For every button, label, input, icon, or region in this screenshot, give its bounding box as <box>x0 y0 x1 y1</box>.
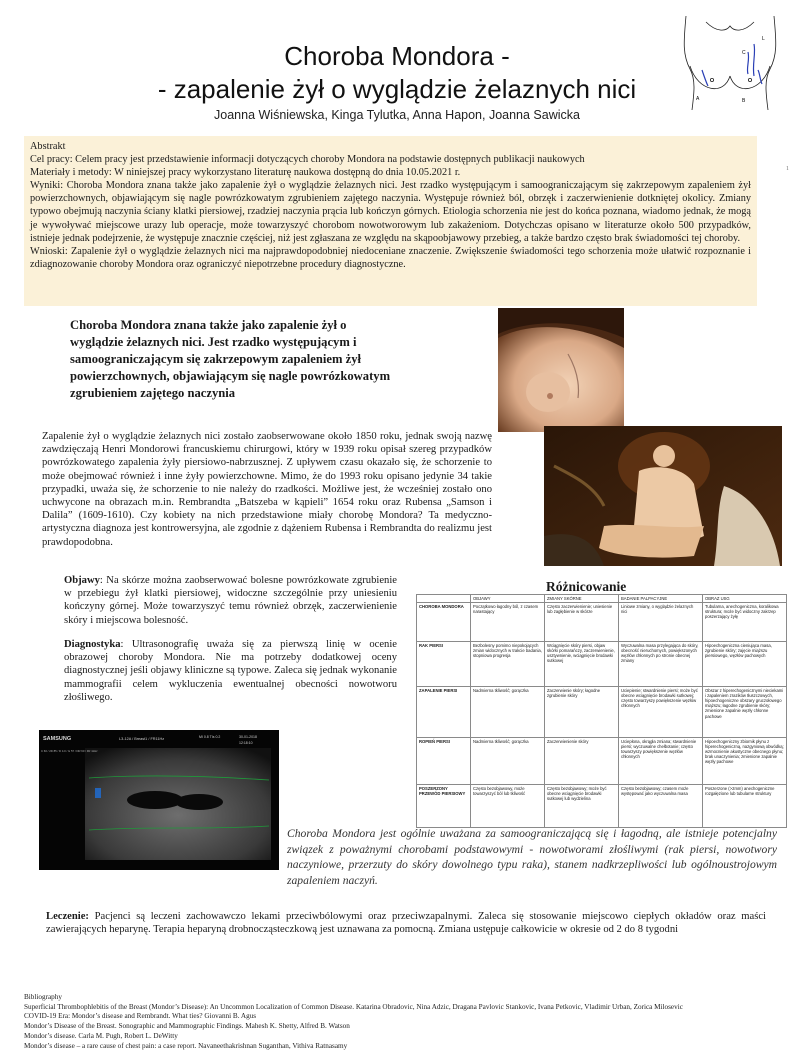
bibliography-entry: Superficial Thrombophlebitis of the Breast (Mondor’s Disease): An Uncommon Localization of Common Disease. Katarina Obradovic, Nina Adzic, Dragana Pavlovic Stankovic, Ivana Petkovic, Vladimir Urban, Zorica Milosevic <box>24 1002 683 1011</box>
table-cell: Często bezobjawowy; czasem może występować jako wyczuwalna masa <box>619 785 703 828</box>
bibliography <box>24 993 784 1051</box>
table-cell: Często bezobjawowy, może towarzyszyć ból lub tkliwość <box>471 785 545 828</box>
rembrandt-bathsheba-image <box>544 426 782 566</box>
abstract-materialy: Materiały i metody: W niniejszej pracy wykorzystano literaturę naukowa dostępną do dnia 10.05.2021 r. <box>30 167 461 179</box>
table-cell: Uciepienie; stwardnienie piersi; może być obecne wciągnięcie brodawki sutkowej; często towarzyszy powiększenie węzłów chłonnych <box>619 687 703 738</box>
table-cell: Zaczerwienie skóry; łagodne zgrubienie skóry <box>545 687 619 738</box>
table-cell: Uciepłona, okrągła zmiana; stwardnienie piersi; wyczuwalne chełbotanie; często towarzyszy powiększenie węzłów chłonnych <box>619 738 703 785</box>
diagram-label-b: B <box>742 98 746 104</box>
table-header-cell: BADANIE PALPACYJNE <box>619 595 703 603</box>
table-cell: Wyczuwalna masa przylegająca do skóry, obecność nieruchomych, powiększonych węzłów chłonnych po stronie obecnej zmiany <box>619 642 703 687</box>
table-header-cell <box>417 595 471 603</box>
ultrasound-side-text: C 60 / 2D 85 / D 4.0 / G 57 / DR 60 / FR 11Hz <box>41 749 98 753</box>
abstract-box <box>24 136 757 306</box>
table-cell: Tubularna, anechogeniczna, koralikowa struktura; może być widoczny zakrzep poszerzający żyłę <box>703 603 787 642</box>
bibliography-entry: Mondor’s disease. Carla M. Pugh, Robert L. DeWitty <box>24 1031 178 1040</box>
table-cell: ROPIEŃ PIERSI <box>417 738 471 785</box>
table-cell: Obszar z hiperechogenicznymi nieciekami i zapaleniem zrazików tłuszczowych, hipoechogeniczne obszary gruczołowego miąższu; łagodne zgrubienie skóry; zmienione zapalnie węzły chłonne pachowe <box>703 687 787 738</box>
authors: Joanna Wiśniewska, Kinga Tylutka, Anna Hapon, Joanna Sawicka <box>214 108 580 122</box>
table-row <box>417 687 787 738</box>
bibliography-entry: Mondor’s disease – a rare cause of chest pain: a case report. Navaneethakrishnan Suganthan, Vithiva Ratnasamy <box>24 1041 348 1050</box>
table-cell: Nadmierna tkliwość; gorączka <box>471 738 545 785</box>
treatment-section <box>46 910 766 937</box>
diagram-label-c: C <box>742 50 746 56</box>
abstract-cel: Cel pracy: Celem pracy jest przedstawienie informacji dotyczących choroby Mondora na podstawie dostępnych publikacji naukowych <box>30 154 585 166</box>
table-cell: Zaczerwienienie skóry <box>545 738 619 785</box>
abstract-wyniki: Wyniki: Choroba Mondora znana także jako zapalenie żył o wyglądzie żelaznych nici. Jest rzadko występującym i samoograniczającym się zakrzepowym zapaleniem żył powierzchownych, objawiającym się nagle powrózkowatym zgrubieniem zajętego naczynia. Występuje również ból, obrzęk i zaczerwienienie dotkniętej okolicy. Zmiany typowo obejmują naczynia ściany klatki piersiowej, rzadziej naczynia prącia lub kończyn górnych. Etiologia schorzenia nie jest do końca poznana, wiadomo jednak, że mogą je wywoływać miejscowe urazy lub operacje, może towarzyszyć chorobom nowotworowym lub zakażeniom. Dotychczas opisano w literaturze około 500 przypadków, istnieje jednak podejrzenie, że występuje znacznie częściej, niż jest zgłaszana ze względu na skąpoobjawowy przebieg, a także bardzo często brak świadomości tej choroby. <box>30 180 751 244</box>
title-line-1: Choroba Mondora - <box>284 41 510 71</box>
lead-paragraph: Choroba Mondora znana także jako zapalenie żył o wyglądzie żelaznych nici. Jest rzadko występującym i samoograniczającym się zakrzepowym zapaleniem żył powierzchownych, objawiającym się nagle powrózkowatym zgrubieniem zajętego naczynia <box>70 318 391 400</box>
ultrasound-header: L3-12A / Breast1 / FR11Hz <box>119 737 165 741</box>
table-row <box>417 738 787 785</box>
symptoms-section <box>64 574 397 627</box>
side-mark: 1 <box>786 166 789 172</box>
poster-title <box>0 40 794 106</box>
table-cell: Liniowe zmiany, o wyglądzie żelaznych nici <box>619 603 703 642</box>
table-cell: CHOROBA MONDORA <box>417 603 471 642</box>
treatment-text: Pacjenci są leczeni zachowawczo lekami przeciwbólowymi oraz przeciwzapalnymi. Zaleca się stosowanie miejscowo ciepłych okładów oraz maści zawierających heparynę. Terapia heparyną drobnocząsteczkową jest uznawana za pomocną. Zmiana ustępuje całkowicie w okresie od 2 do 8 tygodni <box>46 911 766 936</box>
treatment-label: Leczenie: <box>46 911 89 922</box>
diagnostics-section <box>64 638 397 704</box>
diagram-label-l: L <box>762 36 765 42</box>
table-cell: Poszerzone (>2mm) anechogeniczne rozgałęzione lub tubularne struktury <box>703 785 787 828</box>
ultrasound-value-mi: MI 0.8 TIs 0.2 <box>199 735 221 739</box>
differential-title: Różnicowanie <box>546 579 627 594</box>
table-header-cell: ZMIANY SKÓRNE <box>545 595 619 603</box>
diagnostics-text: : Ultrasonografię uważa się za pierwszą linię w ocenie obrazowej choroby Mondora. Nie ma potrzeby dodatkowej oceny diagnostycznej jeśli objawy kliniczne są typowe. Zaleca się jednak wykonanie mammografii celem wykluczenia ewentualnej obecności nowotworu złośliwego. <box>64 639 397 703</box>
history-paragraph: Zapalenie żył o wyglądzie żelaznych nici zostało zaobserwowane około 1850 roku, jednak swoją nazwę zawdzięczają Henri Mondorowi francuskiemu chirurgowi, który w 1939 roku opisał szereg przypadków powrózkowatego zapalenia żyły piersiowo-nabrzusznej. Z upływem czasu okazało się, że schorzenie to może obejmować również i inne żyły powierzchowne. Mimo, że do 1993 roku opisano jedynie 34 takie przypadki, uważa się, że schorzenie to nie należy do rzadkości. Możliwe jest, że wcześniej zostało ono uchwycone na obrazach m.in. Rembrandta „Batszeba w kąpieli” 1654 roku oraz Rubensa „Samson i Dalila” (1609-1610). Czy kobiety na nich przedstawione miały chorobę Mondora? Ta medyczno-artystyczna diagnoza jest kontrowersyjna, ale zgodnie z dążeniem Rubensa i Rembrandta do realizmu jest prawdopodobna. <box>42 431 492 548</box>
bibliography-entry: COVID-19 Era: Mondor’s disease and Rembrandt. What ties? Giovanni B. Agus <box>24 1012 257 1021</box>
table-row <box>417 785 787 828</box>
diagnostics-label: Diagnostyka <box>64 639 121 650</box>
table-cell: Nadmierna tkliwość; gorączka <box>471 687 545 738</box>
table-cell: Wciągnięcie skóry piersi, objaw skórki pomarańczy, zaczerwienienie, usztywnienie, wciągnięcie brodawki sutkowej <box>545 642 619 687</box>
ultrasound-time: 12:18:10 <box>239 741 253 745</box>
bibliography-heading: Bibliography <box>24 993 62 1001</box>
abstract-heading: Abstrakt <box>30 141 66 152</box>
table-header-row <box>417 595 787 603</box>
title-line-2: - zapalenie żył o wyglądzie żelaznych nici <box>157 74 637 104</box>
table-header-cell: OBRAZ USG <box>703 595 787 603</box>
table-cell: Często bezobjawowy; może być obecne wciągnięcie brodawki sutkowej lub wydzielina <box>545 785 619 828</box>
symptoms-label: Objawy <box>64 575 100 586</box>
differential-table <box>416 594 787 828</box>
ultrasound-date: 30-01-2018 <box>239 735 257 739</box>
painting-detail-image <box>498 308 624 432</box>
diagram-label-a: A <box>696 96 700 102</box>
table-cell: Hipoechogeniczna cieniująca masa, zgrubienie skóry; zajęcie miąższu piersiowego, węzłów pachowych <box>703 642 787 687</box>
ultrasound-image <box>39 730 279 870</box>
table-cell: Hipoechogeniczny zbiornik płynu z hiperechogeniczną, nazgyniową obwódką; wzmocnienie akustyczne obecnego płynu; brak unaczynienia; zmienione zapalnie węzły pachowe <box>703 738 787 785</box>
table-row <box>417 642 787 687</box>
table-cell: Bezbolesny pomimo niepokojących zmian widocznych w trakcie badania, stopniowa progresja <box>471 642 545 687</box>
breast-veins-diagram <box>676 14 784 114</box>
bibliography-entry: Mondor’s Disease of the Breast. Sonographic and Mammographic Findings. Mahesh K. Shetty, Alfred B. Watson <box>24 1022 350 1031</box>
abstract-wnioski: Wnioski: Zapalenie żył o wyglądzie żelaznych nici ma najprawdopodobniej niedoceniane znaczenie. Zwiększenie świadomości tego schorzenia może ułatwić rozpoznanie i zdiagnozowanie choroby Mondora oraz ograniczyć niepotrzebne procedury diagnostyczne. <box>30 245 751 270</box>
table-header-cell: OBJAWY <box>471 595 545 603</box>
table-cell: Początkowo łagodny ból, z czasem narastający <box>471 603 545 642</box>
table-cell: RAK PIERSI <box>417 642 471 687</box>
table-cell: ZAPALENIE PIERSI <box>417 687 471 738</box>
table-cell: POSZERZONY PRZEWÓD PIERSIOWY <box>417 785 471 828</box>
table-row <box>417 603 787 642</box>
conclusion-paragraph: Choroba Mondora jest ogólnie uważana za samoograniczającą się i łagodną, ale istnieje potencjalny związek z poważnymi chorobami podstawowymi - nowotworami złośliwymi (rak piersi, nowotwory naczyniowe, przerzuty do skóry dowolnego typu raka), stanem nadkrzepliwości lub ogólnoustrojowym zapaleniem naczyń. <box>287 827 777 887</box>
ultrasound-brand: SAMSUNG <box>43 736 72 742</box>
symptoms-text: : Na skórze można zaobserwować bolesne powrózkowate zgrubienie w przebiegu żył klatki piersiowej, widoczne szczególnie przy uniesieniu kończyny górnej. Może towarzyszyć temu również obrzęk, zaczerwienienie skóry i miejscowa bolesność. <box>64 575 397 626</box>
table-cell: Często zaczerwienienie; uniesienie lub zagłębienie w skórze <box>545 603 619 642</box>
